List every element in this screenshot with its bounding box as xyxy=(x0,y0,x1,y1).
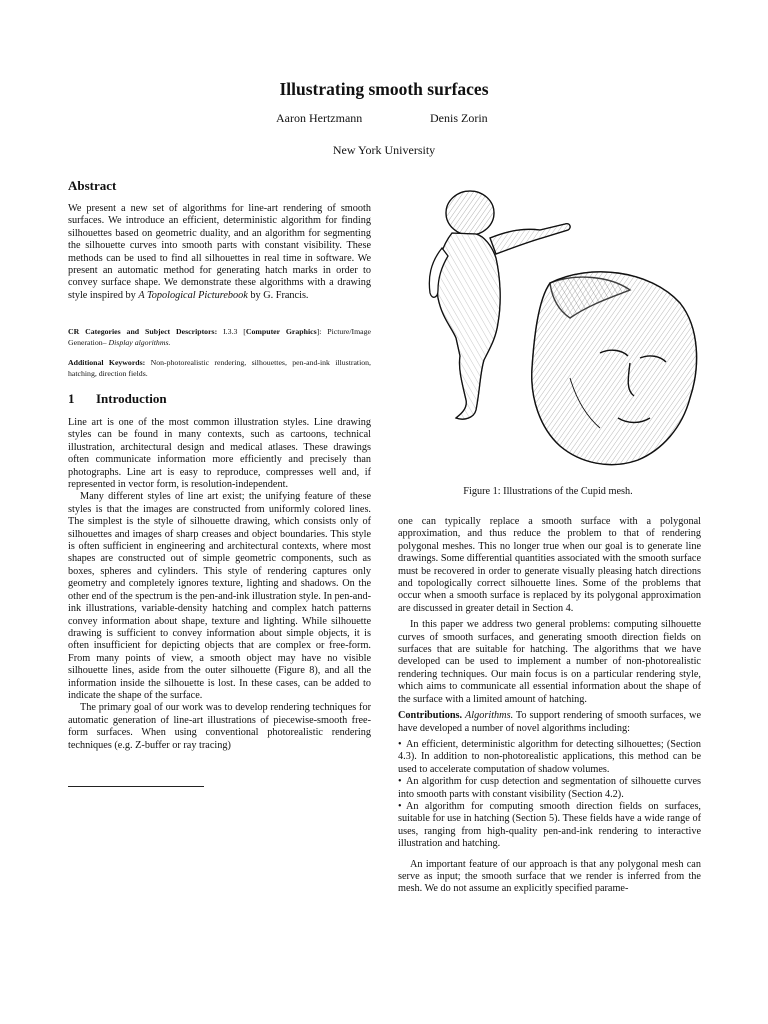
contributions-text: To support rendering of smooth surfaces, we have developed a number of novel algorithms including: xyxy=(398,710,701,734)
cr-text-2: ]: Picture/Image Generation– xyxy=(68,327,371,347)
right-paragraph-2: In this paper we address two general problems: computing silhouette curves of smooth surfaces, and generating smooth direction fields on surfaces that are suitable for hatching. The algorithms that we have developed can be used to implement a number of non-photorealistic rendering techniques. Our main focus is on a particular rendering style, which aims to communicate all essential information about the shape of the surface with a limited amount of hatching. xyxy=(398,619,701,705)
bullet-icon: • xyxy=(398,800,402,812)
list-item xyxy=(398,801,701,851)
additional-keywords xyxy=(68,357,371,379)
contributions-algorithms: Algorithms. xyxy=(465,710,514,722)
section-heading-introduction xyxy=(68,391,167,407)
abstract-text-1: We present a new set of algorithms for line-art rendering of smooth surfaces. We introduce an efficient, deterministic algorithm for finding silhouettes based on geometric duality, and an algorithm for segmenting the silhouette curves into smooth parts with constant visibility. These methods can be used to find all silhouettes in real time in software. We present an automatic method for generating hatch marks in order to convey surface shape. We demonstrate these algorithms with a drawing style inspired by xyxy=(68,203,371,301)
figure-caption: Figure 1: Illustrations of the Cupid mesh. xyxy=(463,486,633,497)
intro-paragraph-1: Line art is one of the most common illustration styles. Line drawing styles can be found in many contexts, such as cartoons, technical illustration, architectural design and medical atlases. These drawings often communicate information more efficiently and precisely than photographs. Line art is easy to reproduce, compresses well and, if represented in vector form, is resolution-independent. xyxy=(68,417,371,491)
abstract-body xyxy=(68,203,371,302)
cr-text-1: I.3.3 [ xyxy=(217,327,246,336)
section-title: Introduction xyxy=(96,391,167,406)
contributions-label: Contributions. xyxy=(398,710,463,722)
author-1: Aaron Hertzmann xyxy=(276,111,363,125)
cr-bold: Computer Graphics xyxy=(245,327,317,336)
abstract-book-title: A Topological Picturebook xyxy=(138,289,248,301)
section-number: 1 xyxy=(68,391,75,406)
contributions-list xyxy=(398,739,701,851)
cr-italic: Display algorithms. xyxy=(108,338,171,347)
abstract-heading: Abstract xyxy=(68,178,117,193)
right-column-body xyxy=(398,516,701,896)
cr-categories xyxy=(68,326,371,348)
cupid-figure xyxy=(400,178,700,478)
keywords-text: Non-photorealistic rendering, silhouettes, pen-and-ink illustration, hatching, direction fields. xyxy=(68,358,371,378)
author-2: Denis Zorin xyxy=(430,111,488,125)
cupid-illustration xyxy=(400,178,700,478)
bullet-text: An algorithm for cusp detection and segmentation of silhouette curves into smooth parts with constant visibility (Section 4.2). xyxy=(398,776,701,800)
abstract-text-2: by G. Francis. xyxy=(247,289,309,301)
affiliation: New York University xyxy=(332,143,436,157)
list-item xyxy=(398,739,701,776)
bullet-text: An efficient, deterministic algorithm for detecting silhouettes; (Section 4.3). In addition to non-photorealistic applications, this method can be used to accelerate computation of shadow volumes. xyxy=(398,738,701,775)
intro-paragraph-2: Many different styles of line art exist; the unifying feature of these styles is that the images are constructed from uniformly colored lines. The simplest is the style of silhouette drawing, which consists only of silhouettes and images of sharp creases and object boundaries. This style is often sufficient in engineering and architectural contexts, where most shapes are constructed out of simple geometric components, such as boxes, spheres and cylinders. This style of rendering captures only geometry and completely ignores texture, lighting and shadows. On the other end of the spectrum is the pen-and-ink illustration style. In pen-and-ink illustrations, variable-density hatching and complex hatch patterns convey information about shape, texture and lighting. While silhouette drawing is sufficient to convey information about simple objects, it is often insufficient for depicting objects that are complex or free-form. From many points of view, a smooth object may have no visible silhouette lines, aside from the outer silhouette (Figure 8), and all the information inside the silhouette is lost. In these cases, can be added to indicate the shape of the surface. xyxy=(68,491,371,701)
right-paragraph-3: An important feature of our approach is that any polygonal mesh can serve as input; the smooth surface that we render is inferred from the mesh. We do not assume an explicitly specified parame- xyxy=(398,858,701,895)
right-paragraph-1: one can typically replace a smooth surface with a polygonal approximation, and thus reduce the problem to that of rendering polygonal meshes. This no longer true when our goal is to generate line drawings. Some differential quantities associated with the smooth surface must be recovered in order to generate visually pleasing hatch directions and topologically correct silhouette lines. Some of the problems that occur when a smooth surface is replaced by its polygonal approximation are discussed in greater detail in Section 4. xyxy=(398,516,701,614)
footnote-rule xyxy=(68,786,204,787)
keywords-label: Additional Keywords: xyxy=(68,358,146,367)
contributions-paragraph xyxy=(398,710,701,735)
paper-title: Illustrating smooth surfaces xyxy=(279,79,489,99)
intro-body xyxy=(68,417,371,752)
cupid-head xyxy=(532,272,697,465)
cr-label: CR Categories and Subject Descriptors: xyxy=(68,327,218,336)
bullet-icon: • xyxy=(398,738,402,750)
bullet-text: An algorithm for computing smooth direction fields on surfaces, suitable for use in hatching (Section 5). These fields have a wide range of uses, ranging from high-quality pen-and-ink rendering to interactive illustration and hatching. xyxy=(398,800,701,850)
intro-paragraph-3: The primary goal of our work was to develop rendering techniques for automatic generation of line-art illustrations of piecewise-smooth free-form surfaces. When using conventional photorealistic rendering techniques (e.g. Z-buffer or ray tracing) xyxy=(68,702,371,751)
bullet-icon: • xyxy=(398,776,402,788)
list-item xyxy=(398,776,701,801)
